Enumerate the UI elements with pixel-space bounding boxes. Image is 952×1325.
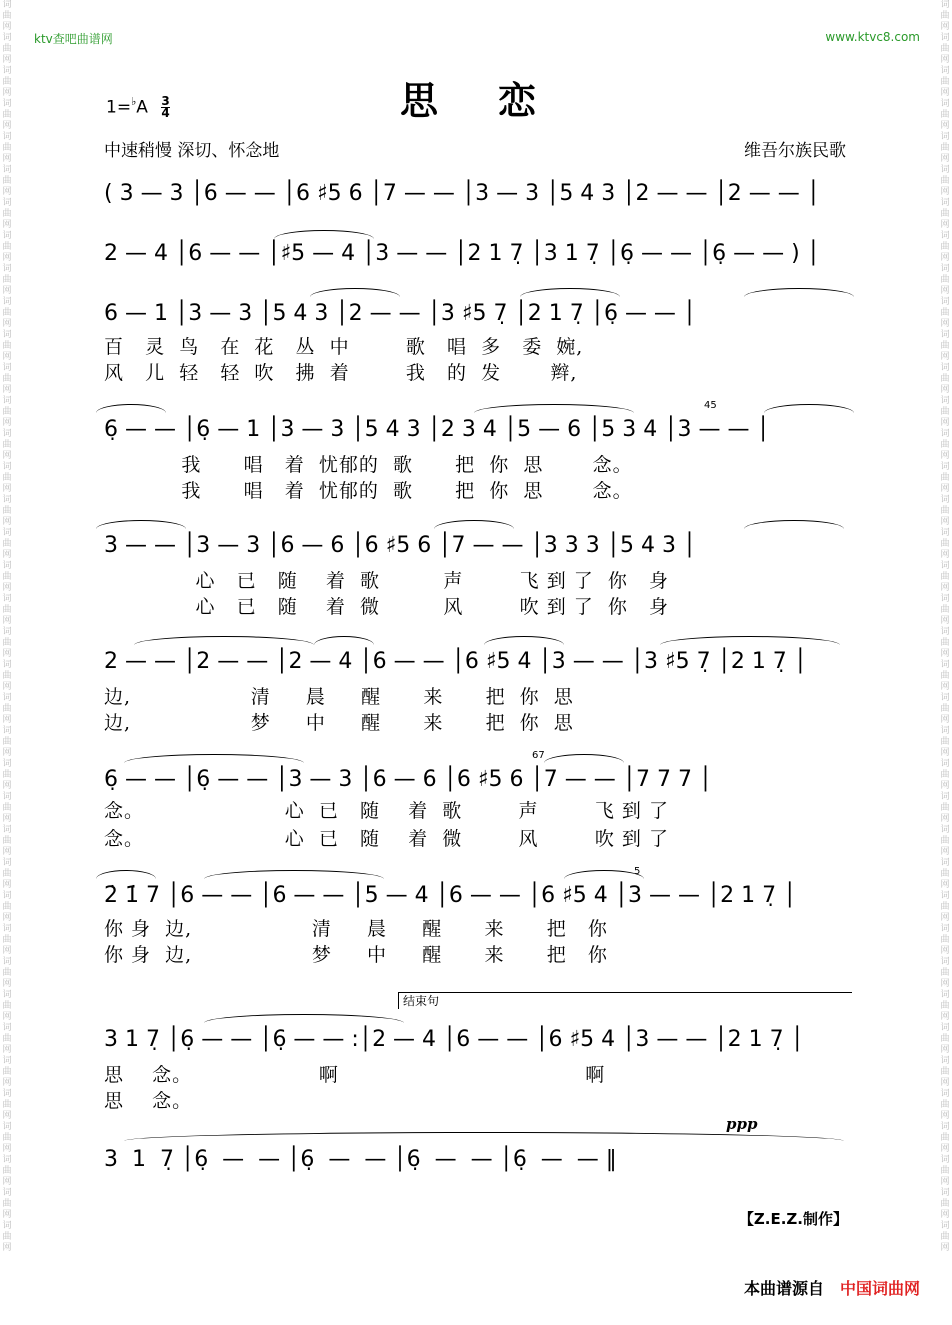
slur: [274, 230, 374, 239]
key-signature: [106, 96, 170, 119]
notes-line: 6̣ — — │6̣ — — │3 — 3 │6 — 6 │6 ♯5 6 │7 — — │7 7 7 │: [104, 766, 713, 792]
maker-credit: 【Z.E.Z.制作】: [738, 1210, 848, 1228]
notes-line: 2 — 4 │6 — — │♯5 — 4 │3 — — │2 1 7̣ │3 1 7̣ │6̣ — — │6̣ — — ) │: [104, 240, 820, 266]
lyrics-verse-2: 我 唱 着 忧郁的 歌 把 你 思 念。: [104, 480, 633, 502]
lyrics-verse-1: 你 身 边, 清 晨 醒 来 把 你: [104, 918, 608, 940]
tie: [124, 1132, 844, 1141]
key-prefix: 1=: [106, 97, 132, 118]
time-signature: [161, 96, 169, 119]
song-title: 思恋: [400, 79, 597, 123]
lyrics-verse-2: 心 已 随 着 微 风 吹 到 了 你 身: [104, 596, 669, 618]
header-site-right[interactable]: www.ktvc8.com: [825, 30, 920, 44]
lyrics-verse-2: 风 儿 轻 轻 吹 拂 着 我 的 发 辫,: [104, 362, 578, 384]
key-flat: ♭: [131, 94, 137, 108]
footer-label: 本曲谱源自: [743, 1279, 824, 1298]
lyrics-verse-2: 边, 梦 中 醒 来 把 你 思: [104, 712, 574, 734]
ending-bracket: [398, 992, 852, 993]
system-4: [104, 400, 852, 502]
footer-site-link[interactable]: 中国词曲网: [839, 1279, 920, 1298]
tempo-marking: 中速稍慢 深切、怀念地: [104, 141, 280, 161]
system-3: [104, 296, 852, 386]
notes-line: 3 1 7̣ │6̣ — — │6̣ — — :│2 — 4 │6 — — │6 ♯5 4 │3 — — │2 1 7̣ │: [104, 1026, 804, 1052]
notes-line: 2 — — │2 — — │2 — 4 │6 — — │6 ♯5 4 │3 — — │3 ♯5 7̣ │2 1 7̣ │: [104, 648, 808, 674]
system-10: [104, 1142, 852, 1182]
lyrics-verse-2: 你 身 边, 梦 中 醒 来 把 你: [104, 944, 608, 966]
grace-notes: 5: [634, 866, 641, 877]
system-8: [104, 866, 852, 968]
system-9: [104, 1022, 852, 1112]
lyrics-verse-1: 心 已 随 着 歌 声 飞 到 了 你 身: [104, 570, 669, 592]
system-6: [104, 644, 852, 734]
time-bottom: 4: [161, 106, 170, 120]
composer: 维吾尔族民歌: [744, 141, 846, 161]
notes-line: 3 1 7̣ │6̣ — — │6̣ — — │6̣ — — │6̣ — — ‖: [104, 1146, 617, 1172]
lyrics-verse-1: 思 念。 啊 啊: [104, 1064, 606, 1086]
notes-line: 6̣ — — │6̣ — 1 │3 — 3 │5 4 3 │2 3 4 │5 — 6 │5 3 4 │3 — — │: [104, 416, 770, 442]
lyrics-verse-2: 念。 心 已 随 着 微 风 吹 到 了: [104, 828, 669, 850]
time-top: 3: [161, 94, 170, 108]
watermark-left: 词曲网词曲网词曲网词曲网词曲网词曲网词曲网词曲网词曲网词曲网词曲网词曲网词曲网词曲网词曲网词曲网词曲网词曲网词曲网词曲网词曲网词曲网词曲网词曲网词曲网词曲网词曲网词曲网词曲网词曲网词曲网词曲网词曲网词曲网词曲网词曲网词曲网词曲网: [2, 0, 12, 1253]
system-1: [104, 176, 852, 216]
header-site-left[interactable]: ktv查吧曲谱网: [34, 32, 113, 46]
lyrics-verse-2: 思 念。: [104, 1090, 193, 1112]
notes-line: 2̇ 1̇ 7 │6 — — │6 — — │5 — 4 │6 — — │6 ♯5 4 │3 — — │2 1 7̣ │: [104, 882, 797, 908]
system-5: [104, 528, 852, 618]
watermark-right: 词曲网词曲网词曲网词曲网词曲网词曲网词曲网词曲网词曲网词曲网词曲网词曲网词曲网词曲网词曲网词曲网词曲网词曲网词曲网词曲网词曲网词曲网词曲网词曲网词曲网词曲网词曲网词曲网词曲网词曲网词曲网词曲网词曲网词曲网词曲网词曲网词曲网词曲网: [940, 0, 950, 1253]
lyrics-verse-1: 我 唱 着 忧郁的 歌 把 你 思 念。: [104, 454, 633, 476]
notes-line: 3 — — │3 — 3 │6 — 6 │6 ♯5 6 │7 — — │3 3 3 │5 4 3 │: [104, 532, 697, 558]
ending-label: 结束句: [398, 992, 439, 1009]
lyrics-verse-1: 念。 心 已 随 着 歌 声 飞 到 了: [104, 800, 669, 822]
system-2: [104, 236, 852, 276]
grace-notes: 67: [532, 750, 545, 761]
grace-notes: 45: [704, 400, 717, 411]
notes-line: ( 3 — 3 │6 — — │6 ♯5 6 │7 — — │3 — 3 │5 4 3 │2 — — │2 — — │: [104, 180, 820, 206]
system-7: [104, 750, 852, 852]
lyrics-verse-1: 百 灵 鸟 在 花 丛 中 歌 唱 多 委 婉,: [104, 336, 584, 358]
key-note: A: [136, 97, 148, 118]
dynamic-marking: ppp: [726, 1115, 758, 1133]
footer-source: [744, 1276, 920, 1299]
lyrics-verse-1: 边, 清 晨 醒 来 把 你 思: [104, 686, 574, 708]
notes-line: 6 — 1 │3 — 3 │5 4 3 │2 — — │3 ♯5 7̣ │2 1 7̣ │6̣ — — │: [104, 300, 697, 326]
